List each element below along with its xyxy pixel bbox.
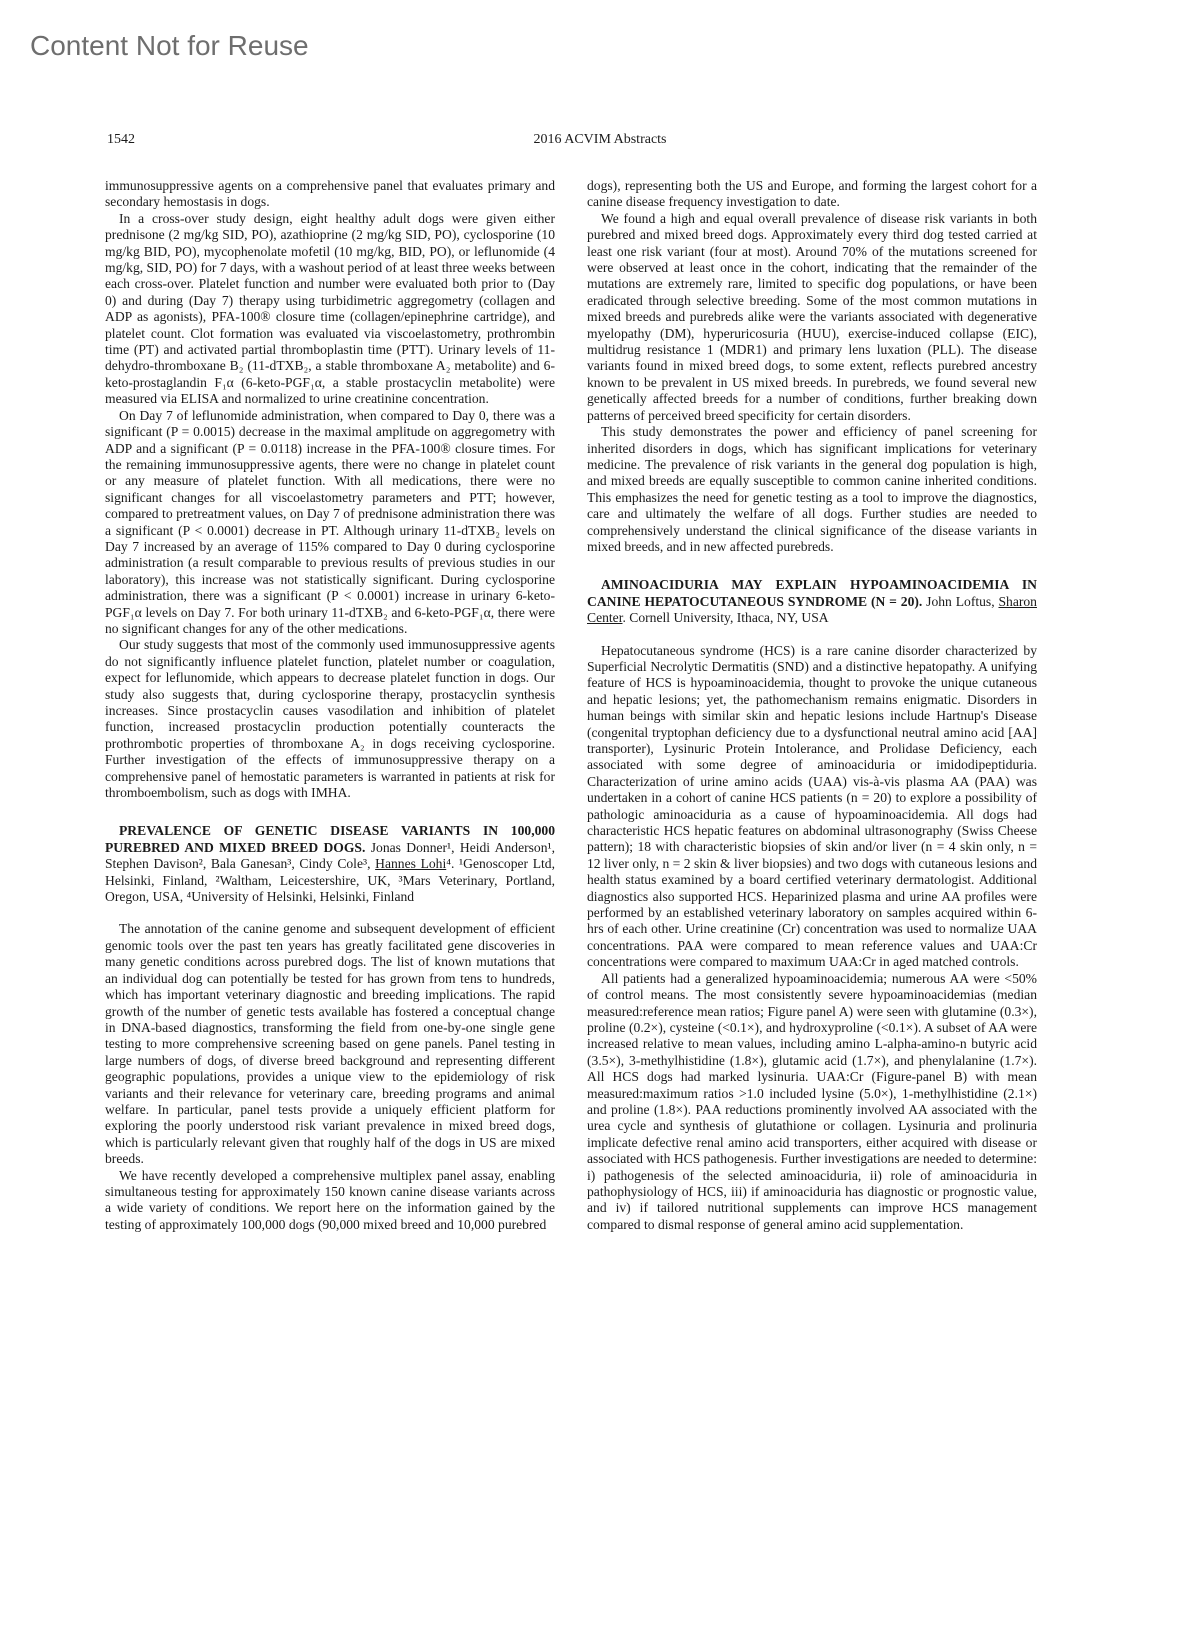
- presenting-author: Sharon Center: [587, 593, 1037, 626]
- paragraph: All patients had a generalized hypoaminoacidemia; numerous AA were <50% of control means. The most consistently severe hypoaminoacidemias (median measured:reference mean ratios; Figure panel A) were seen with glutamine (0.3×), proline (0.2×), cysteine (<0.1×), and hydroxyproline (<0.1×). A subset of AA were increased relative to mean values, including amino L-alpha-amino-n butyric acid (3.5×), 3-methylhistidine (1.8×), glutamic acid (1.7×), and phenylalanine (1.7×). All HCS dogs had marked lysinuria. UAA:Cr (Figure-panel B) with mean measured:maximum ratios >1.0 included lysine (5.0×), 1-methylhistidine (2.1×) and proline (1.8×). PAA reductions prominently involved AA associated with the urea cycle and synthesis of glutathione or collagen. Lysinuria and prolinuria implicate defective renal amino acid transporters, either acquired with disease or associated with HCS pathogenesis. Further investigations are needed to determine: i) pathogenesis of the selected aminoaciduria, ii) role of aminoaciduria in pathophysiology of HCS, iii) if aminoaciduria has diagnostic or prognostic value, and iv) if tailored nutritional supplements can improve HCS management compared to dismal response of general amino acid supplementation.: [587, 970, 1037, 1232]
- paragraph: We have recently developed a comprehensive multiplex panel assay, enabling simultaneous testing for approximately 150 known canine disease variants across a wide variety of conditions. We report here on the information gained by the testing of approximately 100,000 dogs (90,000 mixed breed and 10,000 purebred: [105, 1167, 555, 1232]
- paragraph: In a cross-over study design, eight healthy adult dogs were given either prednisone (2 mg/kg SID, PO), azathioprine (2 mg/kg SID, PO), cyclosporine (10 mg/kg BID, PO), mycophenolate mofetil (10 mg/kg, BID, PO), or leflunomide (4 mg/kg, SID, PO) for 7 days, with a washout period of at least three weeks between each cross-over. Platelet function and number were evaluated both prior to (Day 0) and during (Day 7) therapy using turbidimetric aggregometry (collagen and ADP as agonists), PFA-100® closure time (collagen/epinephrine cartridge), and platelet count. Clot formation was evaluated via viscoelastometry, prothrombin time (PT) and activated partial thromboplastin time (PTT). Urinary levels of 11-dehydro-thromboxane B₂ (11-dTXB₂, a stable thromboxane A₂ metabolite) and 6-keto-prostaglandin F₁α (6-keto-PGF₁α, a stable prostacyclin metabolite) were measured via ELISA and normalized to urine creatinine concentration.: [105, 210, 555, 407]
- paragraph: dogs), representing both the US and Europe, and forming the largest cohort for a canine disease frequency investigation to date.: [587, 178, 1037, 210]
- paragraph: This study demonstrates the power and efficiency of panel screening for inherited disorders in dogs, which has significant implications for veterinary medicine. The prevalence of risk variants in the general dog population is high, and mixed breeds are equally susceptible to common canine inherited conditions. This emphasizes the need for genetic testing as a tool to improve the diagnostics, care and ultimately the welfare of all dogs. Further studies are needed to comprehensively understand the clinical significance of the disease variants in mixed breeds, and in new affected purebreds.: [587, 424, 1037, 554]
- paragraph: We found a high and equal overall prevalence of disease risk variants in both purebred and mixed breed dogs. Approximately every third dog tested carried at least one risk variant (four at most). Around 70% of the mutations screened for were observed at least once in the cohort, indicating that the remainder of the mutations are extremely rare, limited to specific dog populations, or have been eradicated through selective breeding. Some of the most common mutations in mixed breeds and purebreds alike were the variants associated with degenerative myelopathy (DM), hyperuricosuria (HUU), exercise-induced collapse (EIC), multidrug resistance 1 (MDR1) and primary lens luxation (PLL). The disease variants found in mixed breed dogs, to some extent, reflects purebred ancestry known to be prevalent in US mixed breeds. In purebreds, we found several new genetically affected breeds for a number of conditions, further breaking down patterns of perceived breed specificity for certain disorders.: [587, 210, 1037, 423]
- paragraph: The annotation of the canine genome and subsequent development of efficient genomic tools over the past ten years has greatly facilitated gene discoveries in many genetic conditions across purebred dogs. The list of known mutations that an individual dog can potentially be tested for has grown from tens to hundreds, which has important veterinary diagnostic and breeding implications. The rapid growth of the number of genetic tests available has fostered a conceptual change in DNA-based diagnostics, transforming the field from one-by-one single gene testing to more comprehensive screening based on gene panels. Panel testing in large numbers of dogs, of diverse breed background and representing different geographic populations, provides a unique view to the epidemiology of risk variants and their relevance for veterinary care, breeding programs and animal welfare. In particular, panel tests provide a uniquely efficient platform for exploring the poorly understood risk variant prevalence in mixed breed dogs, which is particularly relevant given that roughly half of the dogs in US are mixed breeds.: [105, 921, 555, 1167]
- abstract-title: AMINOACIDURIA MAY EXPLAIN HYPOAMINOACIDEMIA IN CANINE HEPATOCUTANEOUS SYNDROME (N = 20).: [587, 577, 1037, 609]
- abstract-authors: John Loftus,: [926, 593, 995, 609]
- abstract-heading: [587, 577, 1037, 626]
- abstract-authors: Jonas Donner¹, Heidi Anderson¹, Stephen Davison², Bala Ganesan³, Cindy Cole³,: [105, 839, 555, 872]
- abstract-affiliations: ⁴. ¹Genoscoper Ltd, Helsinki, Finland, ²Waltham, Leicestershire, UK, ³Mars Veterinary, Portland, Oregon, USA, ⁴University of Helsinki, Helsinki, Finland: [105, 856, 555, 905]
- abstract-affiliations: . Cornell University, Ithaca, NY, USA: [622, 610, 829, 626]
- page-number: 1542: [107, 132, 135, 147]
- paragraph: immunosuppressive agents on a comprehensive panel that evaluates primary and secondary hemostasis in dogs.: [105, 178, 555, 210]
- right-column: [587, 178, 1037, 1233]
- left-column: [105, 178, 555, 1233]
- running-header: 2016 ACVIM Abstracts: [533, 132, 667, 147]
- paragraph: Hepatocutaneous syndrome (HCS) is a rare canine disorder characterized by Superficial Necrolytic Dermatitis (SND) and a distinctive hepatopathy. A unifying feature of HCS is hypoaminoacidemia, thought to provoke the unique cutaneous and hepatic lesions; yet, the pathomechanism remains enigmatic. Disorders in human beings with similar skin and hepatic lesions include Hartnup's Disease (congenital tryptophan deficiency due to a dysfunctional neutral amino acid [AA] transporter), Lysinuric Protein Intolerance, and Prolidase Deficiency, each associated with some degree of aminoaciduria or imidodipeptiduria. Characterization of urine amino acids (UAA) vis-à-vis plasma AA (PAA) was undertaken in a cohort of canine HCS patients (n = 20) to explore a possibility of pathologic aminoaciduria as a cause of hypoaminoacidemia. All dogs had characteristic HCS hepatic features on abdominal ultrasonography (Swiss Cheese pattern); 18 with characteristic biopsies of skin and/or liver (n = 4 skin only, n = 12 liver only, n = 2 skin & liver biopsies) and two dogs with cutaneous lesions and health status examined by a board certified veterinary dermatologist. Additional diagnostics also supported HCS. Heparinized plasma and urine AA profiles were performed by an established veterinary laboratory on samples acquired within 6-hrs of each other. Urine creatinine (Cr) concentration was used to normalize UAA concentrations. PAA were compared to mean reference values and UAA:Cr concentrations were compared to maximum UAA:Cr in aged matched controls.: [587, 642, 1037, 970]
- abstract-heading: [105, 823, 555, 905]
- paragraph: On Day 7 of leflunomide administration, when compared to Day 0, there was a significant (P = 0.0015) decrease in the maximal amplitude on aggregometry with ADP and a significant (P = 0.0118) increase in the PFA-100® closure times. For the remaining immunosuppressive agents, there were no change in platelet count or any measure of platelet function. With all medications, there were no significant changes for all viscoelastometry parameters and PTT; however, compared to pretreatment values, on Day 7 of prednisone administration there was a significant (P < 0.0001) decrease in PT. Although urinary 11-dTXB₂ levels on Day 7 increased by an average of 115% compared to Day 0 during cyclosporine administration (a result comparable to previous results of previous studies in our laboratory), this increase was not statistically significant. During cyclosporine administration, there was a significant (P < 0.0001) increase in urinary 6-keto-PGF₁α levels on Day 7. For both urinary 11-dTXB₂ and 6-keto-PGF₁α, there were no significant changes for any of the other medications.: [105, 407, 555, 636]
- abstract-title: PREVALENCE OF GENETIC DISEASE VARIANTS IN 100,000 PUREBRED AND MIXED BREED DOGS.: [105, 823, 555, 855]
- watermark: Content Not for Reuse: [30, 30, 309, 61]
- paragraph: Our study suggests that most of the commonly used immunosuppressive agents do not significantly influence platelet function, platelet number or coagulation, expect for leflunomide, which appears to decrease platelet function in dogs. Our study also suggests that, during cyclosporine therapy, prostacyclin synthesis increases. Since prostacyclin causes vasodilation and inhibition of platelet function, increased prostacyclin production potentially counteracts the prothrombotic properties of thromboxane A₂ in dogs receiving cyclosporine. Further investigation of the effects of immunosuppressive therapy on a comprehensive panel of hemostatic parameters is warranted in patients at risk for thromboembolism, such as dogs with IMHA.: [105, 637, 555, 801]
- presenting-author: Hannes Lohi: [375, 856, 447, 872]
